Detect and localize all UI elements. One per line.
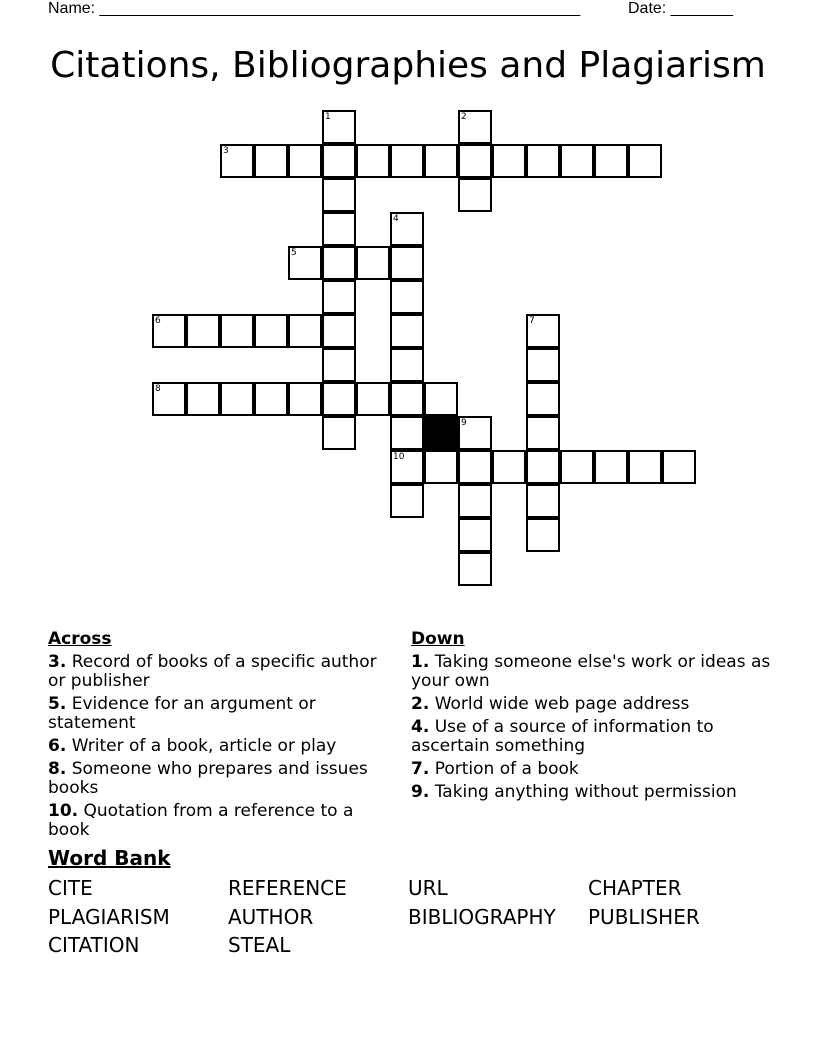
clue-text: Portion of a book (429, 759, 579, 779)
clue-text: Writer of a book, article or play (66, 736, 337, 756)
grid-cell (390, 416, 424, 450)
grid-cell (390, 314, 424, 348)
clue-number: 9 (461, 418, 467, 428)
down-clue (411, 718, 771, 756)
clue-number: 7 (529, 316, 535, 326)
grid-cell (662, 450, 696, 484)
grid-cell (424, 450, 458, 484)
grid-cell (288, 144, 322, 178)
grid-cell (254, 314, 288, 348)
page-title: Citations, Bibliographies and Plagiarism (50, 45, 766, 86)
grid-cell (526, 382, 560, 416)
grid-cell (526, 144, 560, 178)
across-clue (48, 695, 378, 733)
grid-cell (458, 144, 492, 178)
down-heading: Down (411, 629, 465, 649)
word-bank-word: CITATION (48, 933, 140, 957)
grid-cell (322, 212, 356, 246)
grid-cell (390, 348, 424, 382)
across-heading: Across (48, 629, 112, 649)
clue-text: Evidence for an argument or statement (48, 694, 316, 733)
grid-cell (390, 246, 424, 280)
grid-cell (560, 144, 594, 178)
grid-cell (220, 314, 254, 348)
across-clues (48, 630, 378, 844)
grid-cell (594, 144, 628, 178)
clue-number: 8. (48, 759, 67, 779)
clue-number: 1 (325, 112, 331, 122)
grid-cell (254, 144, 288, 178)
clue-number: 7. (411, 759, 430, 779)
word-bank-word: BIBLIOGRAPHY (408, 904, 556, 929)
clue-number: 1. (411, 652, 430, 672)
grid-cell (526, 450, 560, 484)
grid-cell (526, 348, 560, 382)
word-bank-word: PLAGIARISM (48, 904, 170, 929)
clue-number: 10. (48, 801, 79, 821)
word-bank-word: PUBLISHER (588, 904, 700, 929)
grid-cell (186, 382, 220, 416)
clue-text: Quotation from a reference to a book (48, 801, 354, 840)
grid-cell (458, 178, 492, 212)
grid-cell (594, 450, 628, 484)
grid-cell (492, 144, 526, 178)
down-clue (411, 783, 771, 802)
grid-cell (390, 280, 424, 314)
clue-number: 4. (411, 717, 430, 737)
grid-cell (356, 144, 390, 178)
grid-cell (322, 246, 356, 280)
grid-cell (526, 416, 560, 450)
clue-number: 5 (291, 248, 297, 258)
grid-cell (526, 518, 560, 552)
grid-cell (424, 382, 458, 416)
word-bank-word: CITE (48, 876, 93, 900)
across-clue (48, 760, 378, 798)
clue-text: Taking anything without permission (429, 782, 737, 802)
across-clue (48, 802, 378, 840)
grid-cell (458, 552, 492, 586)
clue-number: 2 (461, 112, 467, 122)
grid-cell (356, 382, 390, 416)
grid-cell (492, 450, 526, 484)
grid-cell (322, 178, 356, 212)
grid-cell (628, 450, 662, 484)
clue-number: 6. (48, 736, 67, 756)
down-clue (411, 695, 771, 714)
clue-number: 9. (411, 782, 430, 802)
clue-number: 8 (155, 384, 161, 394)
clue-number: 5. (48, 694, 67, 714)
grid-cell (526, 484, 560, 518)
grid-cell (458, 450, 492, 484)
word-bank-word: STEAL (228, 933, 291, 957)
grid-cell (288, 382, 322, 416)
grid-cell (322, 382, 356, 416)
grid-cell (220, 382, 254, 416)
word-bank-title: Word Bank (48, 846, 171, 870)
grid-cell (356, 246, 390, 280)
grid-cell (458, 484, 492, 518)
black-square (424, 416, 458, 450)
grid-cell (390, 484, 424, 518)
clue-number: 6 (155, 316, 161, 326)
grid-cell (628, 144, 662, 178)
clue-text: Use of a source of information to ascertain something (411, 717, 714, 756)
grid-cell (288, 314, 322, 348)
word-bank-word: REFERENCE (228, 876, 347, 900)
clue-number: 10 (393, 452, 405, 462)
grid-cell (322, 416, 356, 450)
grid-cell (390, 382, 424, 416)
clue-number: 3. (48, 652, 67, 672)
word-bank (48, 874, 768, 960)
word-bank-word: CHAPTER (588, 876, 682, 900)
grid-cell (458, 518, 492, 552)
grid-cell (254, 382, 288, 416)
clue-number: 2. (411, 694, 430, 714)
clue-text: Someone who prepares and issues books (48, 759, 368, 798)
clue-number: 3 (223, 146, 229, 156)
grid-cell (322, 280, 356, 314)
grid-cell (322, 348, 356, 382)
word-bank-word: URL (408, 876, 448, 900)
down-clue (411, 653, 771, 691)
grid-cell (322, 314, 356, 348)
across-clue (48, 653, 378, 691)
down-clue (411, 760, 771, 779)
date-line: Date: _______ (628, 0, 733, 17)
grid-cell (322, 144, 356, 178)
across-clue (48, 737, 378, 756)
grid-cell (560, 450, 594, 484)
grid-cell (186, 314, 220, 348)
grid-cell (424, 144, 458, 178)
down-clues (411, 630, 771, 806)
grid-cell (390, 144, 424, 178)
clue-number: 4 (393, 214, 399, 224)
clue-text: Record of books of a specific author or publisher (48, 652, 377, 691)
clue-text: Taking someone else's work or ideas as your own (411, 652, 771, 691)
name-line: Name: ______________________________________________________ (48, 0, 581, 17)
clue-text: World wide web page address (429, 694, 690, 714)
word-bank-word: AUTHOR (228, 904, 314, 929)
